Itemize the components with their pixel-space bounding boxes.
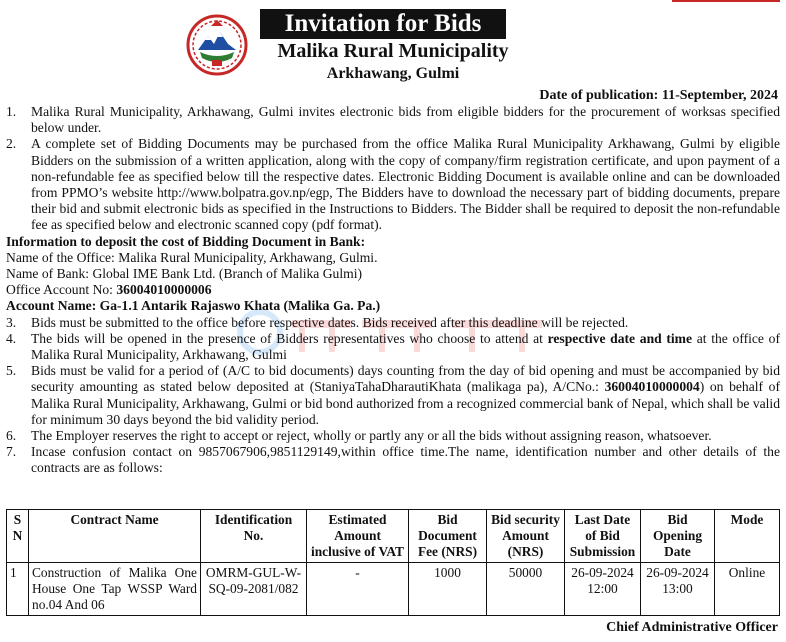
cell-last-date: 26-09-2024 12:00 — [565, 563, 641, 616]
office-account: Office Account No: 36004010000006 — [6, 282, 212, 298]
list-item: 3. Bids must be submitted to the office before respective dates. Bids received after this deadline will be rejected. — [6, 314, 629, 330]
table-row — [7, 563, 780, 616]
cell-mode: Online — [715, 563, 780, 616]
notice-body — [6, 104, 780, 477]
list-item: 1. Malika Rural Municipality, Arkhawang, Gulmi invites electronic bids from eligible bidders for the procurement of worksas specified below under. — [6, 104, 780, 136]
publication-date: Date of publication: 11-September, 2024 — [539, 88, 778, 103]
top-accent-line — [672, 0, 780, 2]
cell-estimated-amount: - — [307, 563, 409, 616]
cell-document-fee: 1000 — [409, 563, 487, 616]
list-item: 6. The Employer reserves the right to accept or reject, wholly or partly any or all the bids without assigning reason, whatsoever. — [6, 428, 712, 444]
list-item: 5. Bids must be valid for a period of (A/C to bid documents) days counting from the day of bid opening and must be accompanied by bid security amounting as stated below deposited at (StaniyaTahaDharautiKhata (malikaga pa), A/CNo.: 36004010000004) on behalf of Malika Rural Municipality, Arkhawang, Gulmi or bid bond authorized from a recognized commercial bank of Nepal, which shall be valid for minimum 30 days beyond the bid validity period. — [6, 363, 781, 427]
list-item: 2. A complete set of Bidding Documents may be purchased from the office Malika Rural Municipality Arkhawang, Gulmi by eligible Bidders on the submission of a written application, along with the copy of company/firm registration certificate, and upon payment of a non-refundable fee as specified below till the respective dates. Electronic Bidding Document is available online and can be downloaded from PPMO’s website http://www.bolpatra.gov.np/egp, The Bidders have to download the necessary part of bidding documents, prepare their bid and submit electronic bids as specified in the Instructions to Bidders. The Bidder shall be required to deposit the non-refundable fee as specified below and electronic scanned copy (pdf format). — [6, 136, 780, 233]
notice-title: Invitation for Bids — [260, 9, 506, 39]
organization-name: Malika Rural Municipality — [277, 40, 509, 62]
contracts-table — [6, 509, 780, 616]
header-last-date: Last Date of Bid Submission — [565, 510, 641, 563]
list-item: 7. Incase confusion contact on 9857067906,9851129149,within office time.The name, identification number and other details of the contracts are as follows: — [6, 444, 780, 476]
header-sn: S N — [7, 510, 29, 563]
cell-bid-security: 50000 — [487, 563, 565, 616]
header-estimated-amount: Estimated Amount inclusive of VAT — [307, 510, 409, 563]
office-name: Name of the Office: Malika Rural Municipality, Arkhawang, Gulmi. — [6, 249, 378, 265]
header-mode: Mode — [715, 510, 780, 563]
header-document-fee: Bid Document Fee (NRS) — [409, 510, 487, 563]
account-name: Account Name: Ga-1.1 Antarik Rajaswo Khata (Malika Ga. Pa.) — [6, 298, 381, 314]
header-bid-security: Bid security Amount (NRS) — [487, 510, 565, 563]
header-identification: Identification No. — [201, 510, 307, 563]
table-header-row — [7, 510, 780, 563]
header-contract-name: Contract Name — [29, 510, 201, 563]
cell-identification: OMRM-GUL-W-SQ-09-2081/082 — [201, 563, 307, 616]
bank-info-heading: Information to deposit the cost of Bidding Document in Bank: — [6, 233, 366, 249]
signatory: Chief Administrative Officer — [606, 620, 778, 635]
cell-opening-date: 26-09-2024 13:00 — [641, 563, 715, 616]
header-opening-date: Bid Opening Date — [641, 510, 715, 563]
list-item: 4. The bids will be opened in the presence of Bidders representatives who choose to attend at respective date and time at the office of Malika Rural Municipality, Arkhawang, Gulmi — [6, 330, 780, 363]
bank-info — [6, 234, 780, 315]
cell-contract-name: Construction of Malika One House One Tap WSSP Ward no.04 And 06 — [29, 563, 201, 616]
organization-location: Arkhawang, Gulmi — [326, 65, 460, 82]
cell-sn: 1 — [7, 563, 29, 616]
bank-name: Name of Bank: Global IME Bank Ltd. (Branch of Malika Gulmi) — [6, 266, 362, 282]
